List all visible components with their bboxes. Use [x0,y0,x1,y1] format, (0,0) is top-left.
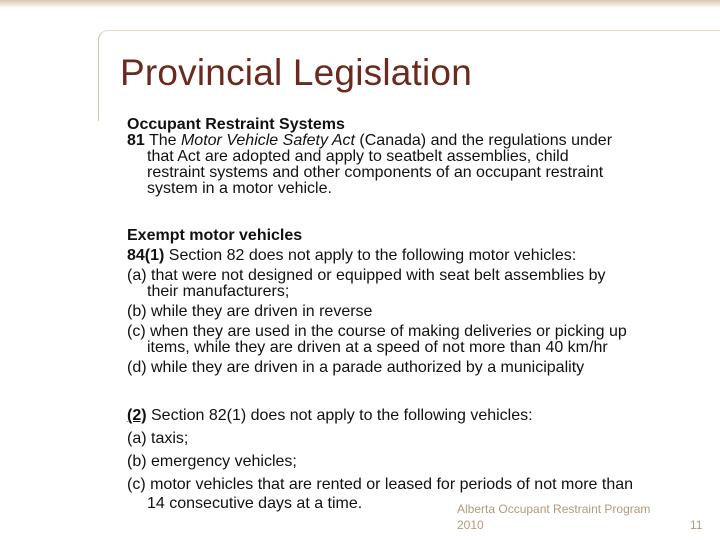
list-item-84-2-a: (a) taxis; [127,430,189,447]
section-84-2-intro [127,408,717,424]
section-84-1-number: 84(1) [127,247,165,264]
list-item-line: (c) when they are used in the course of making deliveries or picking up [127,323,627,340]
section-81-line: that Act are adopted and apply to seatbelt assemblies, child [147,148,569,165]
page-number: 11 [690,518,703,532]
list-item-84-2-c: (c) motor vehicles that are rented or leased for periods of not more than [127,476,634,493]
top-edge-shading [0,0,720,8]
list-item-84-2-c-continuation: 14 consecutive days at a time. [147,495,363,512]
section-84-2-intro-text: Section 82(1) does not apply to the following vehicles: [146,407,533,424]
section-84-2-number: (2) [127,407,147,424]
section-81-line: system in a motor vehicle. [147,180,332,197]
section-81-pre: The [148,132,181,149]
section-81-act-name: Motor Vehicle Safety Act [180,132,355,149]
list-item-84-1-a [127,268,707,300]
list-item-line: (b) while they are driven in reverse [127,303,373,320]
section-81-continuation [127,149,702,197]
list-item-84-2-b: (b) emergency vehicles; [127,453,297,470]
section-81-text [127,133,702,197]
section-81-heading: Occupant Restraint Systems [127,116,345,133]
section-84-heading: Exempt motor vehicles [127,227,303,244]
list-item-line: (d) while they are driven in a parade authorized by a municipality [127,359,585,376]
footer-year: 2010 [457,518,484,532]
list-item-84-1-d [127,360,707,376]
list-item-line: items, while they are driven at a speed of not more than 40 km/hr [147,339,608,356]
list-item-line: their manufacturers; [147,283,290,300]
section-81-number: 81 [127,132,145,149]
list-item-84-1-c [127,324,707,356]
slide-title: Provincial Legislation [120,52,472,93]
section-84-1 [127,228,707,380]
section-84-2 [127,408,717,512]
list-item-84-1-b [127,304,707,320]
list-item-line: (a) that were not designed or equipped with seat belt assemblies by [127,267,606,284]
section-84-1-intro-text: Section 82 does not apply to the following motor vehicles: [164,247,577,264]
section-81 [127,117,702,197]
section-81-line: restraint systems and other components of an occupant restraint [147,164,604,181]
section-84-1-intro [127,248,707,264]
footer-source: Alberta Occupant Restraint Program [457,502,651,516]
section-81-post: (Canada) and the regulations under [354,132,613,149]
